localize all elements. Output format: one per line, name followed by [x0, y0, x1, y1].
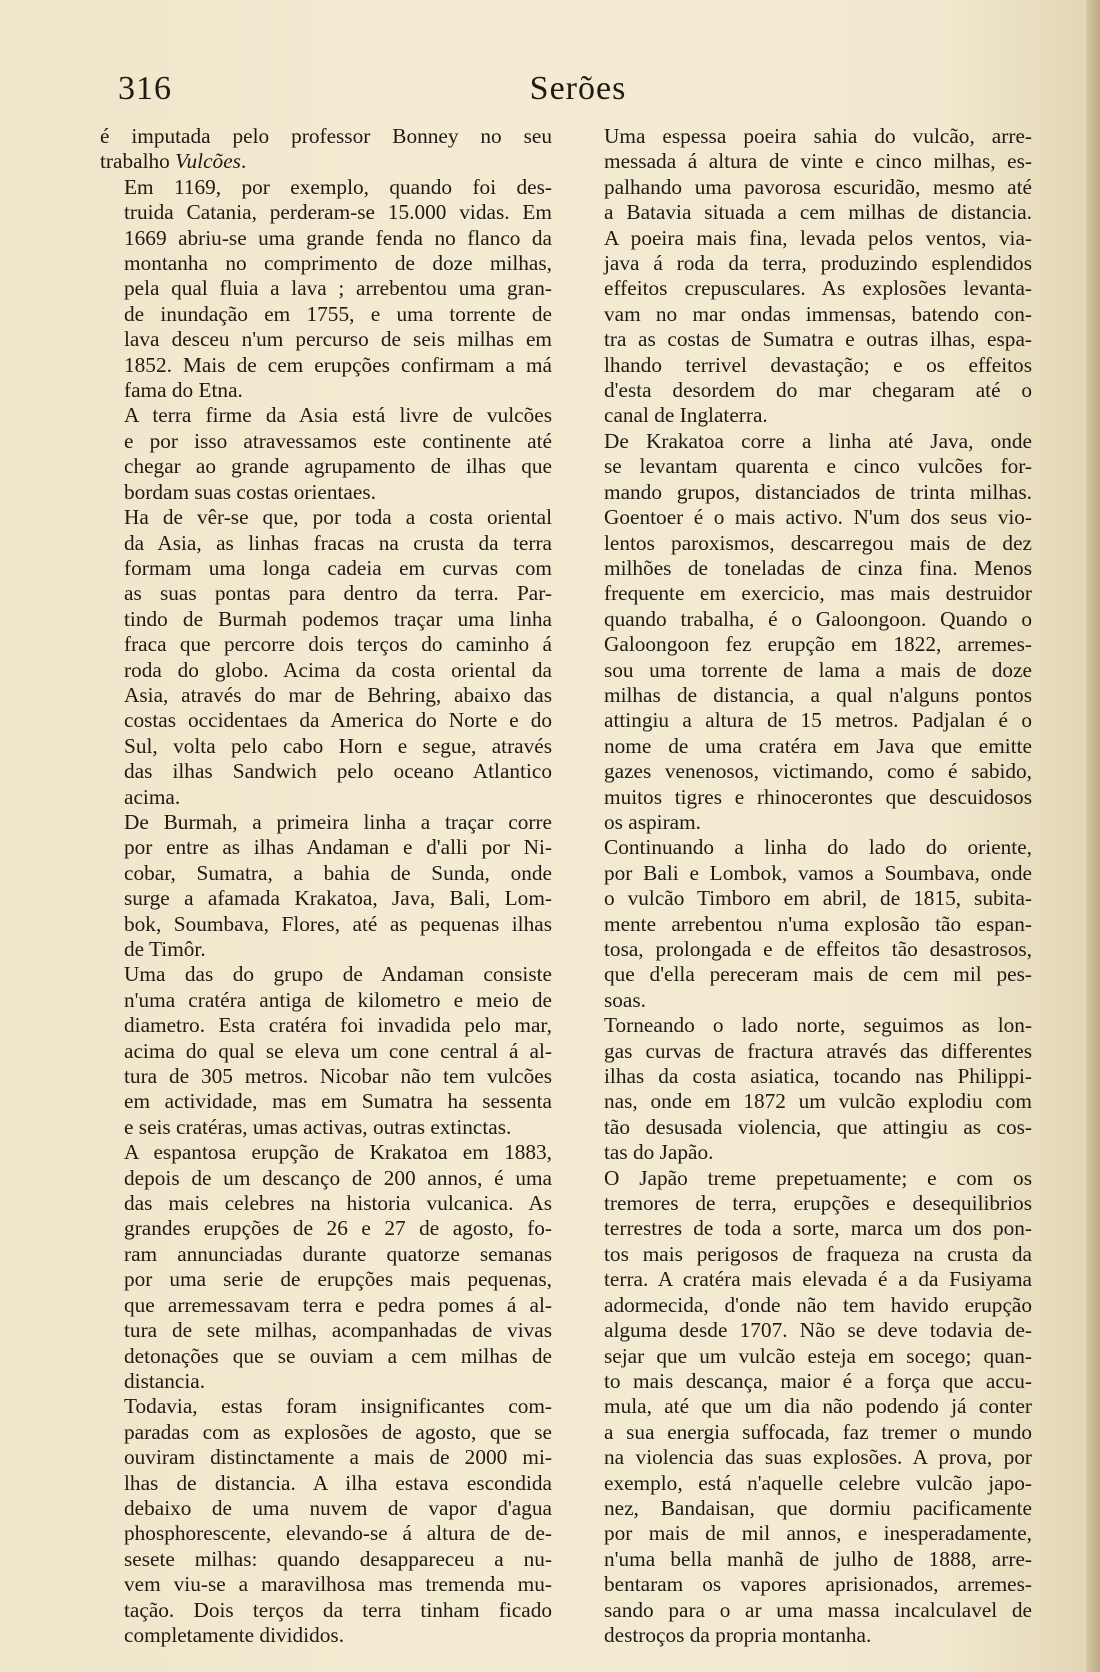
text-line: que arremessavam terra e pedra pomes á al- [124, 1292, 552, 1317]
paragraph-5 [100, 810, 552, 962]
text-line: a Batavia situada a cem milhas de distancia. [604, 200, 1032, 225]
text-line: e seis cratéras, umas activas, outras extinctas. [124, 1114, 512, 1139]
text-line: pela qual fluia a lava ; arrebentou uma gran- [124, 276, 552, 301]
text-line: Em 1169, por exemplo, quando foi des- [124, 174, 552, 199]
text-line: tura de 305 metros. Nicobar não tem vulcões [124, 1064, 552, 1089]
text-line: que d'ella pereceram mais de cem mil pes- [604, 962, 1032, 987]
text-line: gas curvas de fractura através das differentes [604, 1038, 1032, 1063]
text-line: bordam suas costas orientaes. [124, 479, 376, 504]
left-column [100, 124, 552, 1648]
text-line: tremores de terra, erupções e desequilibrios [604, 1191, 1032, 1216]
text-line: sesete milhas: quando desappareceu a nu- [124, 1546, 552, 1571]
text-line: depois de um descanço de 200 annos, é uma [124, 1165, 552, 1190]
text-line: terra. A cratéra mais elevada é a da Fusiyama [604, 1267, 1032, 1292]
paragraph-3 [100, 403, 552, 505]
text-line: vem viu-se a maravilhosa mas tremenda mu- [124, 1572, 552, 1597]
text-line: tão desusada violencia, que attingiu as cos- [604, 1114, 1032, 1139]
text-line: effeitos crepusculares. As explosões levanta- [604, 276, 1032, 301]
paragraph-9 [580, 124, 1032, 429]
text-line: tra as costas de Sumatra e outras ilhas, espa- [604, 327, 1032, 352]
text-line: Uma espessa poeira sahia do vulcão, arre- [604, 124, 1032, 148]
text-line: sando para o ar uma massa incalculavel de [604, 1597, 1032, 1622]
paragraph-13 [580, 1166, 1032, 1649]
paragraph-10 [580, 429, 1032, 836]
text-line: A espantosa erupção de Krakatoa em 1883, [124, 1140, 552, 1165]
text-line: ram annunciadas durante quatorze semanas [124, 1241, 552, 1266]
running-title: Serões [529, 70, 627, 107]
text-line: lhando terrivel devastação; e os effeitos [604, 352, 1032, 377]
text-line: Uma das do grupo de Andaman consiste [124, 962, 552, 987]
text-line: soas. [604, 987, 647, 1012]
text-line: tura de sete milhas, acompanhadas de vivas [124, 1318, 552, 1343]
text-line: bentaram os vapores aprisionados, arremes- [604, 1572, 1032, 1597]
paragraph-4 [100, 505, 552, 810]
text-line: por Bali e Lombok, vamos a Soumbava, onde [604, 860, 1032, 885]
text-line: os aspiram. [604, 809, 702, 834]
text-line: Ha de vêr-se que, por toda a costa oriental [124, 505, 552, 530]
text-span: trabalho [100, 149, 176, 174]
text-line: acima do qual se eleva um cone central á al- [124, 1038, 552, 1063]
text-line: java á roda da terra, produzindo esplendidos [604, 251, 1032, 276]
paragraph-6 [100, 962, 552, 1140]
text-line: De Krakatoa corre a linha até Java, onde [604, 428, 1032, 453]
text-line: n'uma bella manhã de julho de 1888, arre- [604, 1546, 1032, 1571]
text-line: mente arrebentou n'uma explosão tão espan- [604, 911, 1032, 936]
text-line: milhas de distancia, a qual n'alguns pontos [604, 682, 1032, 707]
text-line: Continuando a linha do lado do oriente, [604, 835, 1032, 860]
text-line: Asia, através do mar de Behring, abaixo das [124, 682, 552, 707]
text-line: nez, Bandaisan, que dormiu pacificamente [604, 1495, 1032, 1520]
book-title: Vulcões [175, 149, 241, 174]
text-line: milhões de toneladas de cinza fina. Menos [604, 555, 1032, 580]
text-line: gazes venenosos, victimando, como é sabido, [604, 759, 1032, 784]
text-line: cobar, Sumatra, a bahia de Sunda, onde [124, 860, 552, 885]
text-line: surge a afamada Krakatoa, Java, Bali, Lom- [124, 886, 552, 911]
text-line: da Asia, as linhas fracas na crusta da terra [124, 530, 552, 555]
text-line: 1669 abriu-se uma grande fenda no flanco da [124, 225, 552, 250]
text-line: tindo de Burmah podemos traçar uma linha [124, 606, 552, 631]
text-line: debaixo de uma nuvem de vapor d'agua [124, 1495, 552, 1520]
text-line: to mais descança, maior é a força que accu- [604, 1368, 1032, 1393]
text-line: completamente divididos. [124, 1622, 345, 1647]
text-line: mula, até que um dia não podendo já conter [604, 1394, 1032, 1419]
text-line: A terra firme da Asia está livre de vulcões [124, 403, 552, 428]
text-span: . [240, 149, 247, 174]
text-line: mando grupos, distanciados de trinta milhas. [604, 479, 1032, 504]
text-line: roda do globo. Acima da costa oriental da [124, 657, 552, 682]
text-line: das mais celebres na historia vulcanica. As [124, 1191, 552, 1216]
text-line: acima. [124, 784, 181, 809]
text-line: messada á altura de vinte e cinco milhas, es- [604, 149, 1032, 174]
text-line: n'uma cratéra antiga de kilometro e meio de [124, 987, 552, 1012]
text-line: distancia. [124, 1368, 206, 1393]
text-line: lava desceu n'um percurso de seis milhas em [124, 327, 552, 352]
text-line: terrestres de toda a sorte, marca um dos pon- [604, 1216, 1032, 1241]
text-line: sejar que um vulcão esteja em socego; quan- [604, 1343, 1032, 1368]
text-line: frequente em exercicio, mas mais destruidor [604, 581, 1032, 606]
text-line: diametro. Esta cratéra foi invadida pelo mar, [124, 1013, 552, 1038]
text-line: alguma desde 1707. Não se deve todavia de- [604, 1318, 1032, 1343]
text-line: fraca que percorre dois terços do caminho á [124, 632, 552, 657]
text-line: é imputada pelo professor Bonney no seu [100, 124, 552, 148]
text-line: Torneando o lado norte, seguimos as lon- [604, 1013, 1032, 1038]
text-line: vam no mar ondas immensas, batendo con- [604, 301, 1032, 326]
text-line: lhas de distancia. A ilha estava escondida [124, 1470, 552, 1495]
text-line: de Timôr. [124, 937, 206, 961]
text-line: formam uma longa cadeia em curvas com [124, 555, 552, 580]
text-line: exemplo, está n'aquelle celebre vulcão japo- [604, 1470, 1032, 1495]
page-edge [1086, 0, 1100, 1672]
text-line: detonações que se ouviam a cem milhas de [124, 1343, 552, 1368]
paragraph-7 [100, 1140, 552, 1394]
text-line: nas, onde em 1872 um vulcão explodiu com [604, 1089, 1032, 1114]
text-line: tas do Japão. [604, 1140, 714, 1165]
text-line: as suas pontas para dentro da terra. Par- [124, 581, 552, 606]
text-line [100, 149, 552, 174]
text-line: por uma serie de erupções mais pequenas, [124, 1267, 552, 1292]
text-line: por entre as ilhas Andaman e d'alli por Ni- [124, 835, 552, 860]
text-line: sou uma torrente de lama a mais de doze [604, 657, 1032, 682]
paragraph-11 [580, 835, 1032, 1013]
text-line: De Burmah, a primeira linha a traçar corre [124, 809, 552, 834]
text-line: ouviram distinctamente a mais de 2000 mi- [124, 1445, 552, 1470]
text-line: Goentoer é o mais activo. N'um dos seus vio- [604, 505, 1032, 530]
paragraph-12 [580, 1013, 1032, 1165]
text-line: tação. Dois terços da terra tinham ficado [124, 1597, 552, 1622]
text-line: grandes erupções de 26 e 27 de agosto, fo- [124, 1216, 552, 1241]
text-line: Galoongoon fez erupção em 1822, arremes- [604, 632, 1032, 657]
page-number: 316 [118, 70, 172, 107]
text-line: na violencia das suas explosões. A prova, por [604, 1445, 1032, 1470]
text-line: destroços da propria montanha. [604, 1622, 872, 1647]
text-line: ilhas da costa asiatica, tocando nas Philippi- [604, 1064, 1032, 1089]
text-line: chegar ao grande agrupamento de ilhas que [124, 454, 552, 479]
text-line: bok, Soumbava, Flores, até as pequenas ilhas [124, 911, 552, 936]
text-line: phosphorescente, elevando-se á altura de de- [124, 1521, 552, 1546]
text-line: montanha no comprimento de doze milhas, [124, 251, 552, 276]
text-line: attingiu a altura de 15 metros. Padjalan é o [604, 708, 1032, 733]
text-line: e por isso atravessamos este continente até [124, 428, 552, 453]
text-line: costas occidentaes da America do Norte e do [124, 708, 552, 733]
text-line: por mais de mil annos, e inesperadamente, [604, 1521, 1032, 1546]
text-line: Sul, volta pelo cabo Horn e segue, através [124, 733, 552, 758]
text-line: adormecida, d'onde não tem havido erupção [604, 1292, 1032, 1317]
text-line: d'esta desordem do mar chegaram até o [604, 378, 1032, 403]
text-line: tosa, prolongada e de effeitos tão desastrosos, [604, 937, 1032, 961]
text-line: se levantam quarenta e cinco vulcões for- [604, 454, 1032, 479]
text-line: muitos tigres e rhinocerontes que descuidosos [604, 784, 1032, 809]
text-line: em actividade, mas em Sumatra ha sessenta [124, 1089, 552, 1114]
text-line: paradas com as explosões de agosto, que se [124, 1419, 552, 1444]
text-line: fama do Etna. [124, 378, 243, 403]
text-line: Todavia, estas foram insignificantes com- [124, 1394, 552, 1419]
text-line: canal de Inglaterra. [604, 403, 768, 428]
paragraph-2 [100, 175, 552, 404]
text-line: de inundação em 1755, e uma torrente de [124, 301, 552, 326]
text-line: o vulcão Timboro em abril, de 1815, subita- [604, 886, 1032, 911]
right-column [580, 124, 1032, 1648]
text-line: nome de uma cratéra em Java que emitte [604, 733, 1032, 758]
text-line: O Japão treme prepetuamente; e com os [604, 1165, 1032, 1190]
paragraph-1 [100, 124, 552, 175]
paragraph-8 [100, 1394, 552, 1648]
text-line: das ilhas Sandwich pelo oceano Atlantico [124, 759, 552, 784]
text-line: quando trabalha, é o Galoongoon. Quando o [604, 606, 1032, 631]
text-line: lentos paroxismos, descarregou mais de dez [604, 530, 1032, 555]
running-header [118, 70, 1038, 114]
text-line: 1852. Mais de cem erupções confirmam a má [124, 352, 552, 377]
text-line: tos mais perigosos de fraqueza na crusta da [604, 1241, 1032, 1266]
text-line: A poeira mais fina, levada pelos ventos, via- [604, 225, 1032, 250]
text-line: a sua energia suffocada, faz tremer o mundo [604, 1419, 1032, 1444]
text-line: truida Catania, perderam-se 15.000 vidas. Em [124, 200, 552, 225]
text-line: palhando uma pavorosa escuridão, mesmo até [604, 174, 1032, 199]
